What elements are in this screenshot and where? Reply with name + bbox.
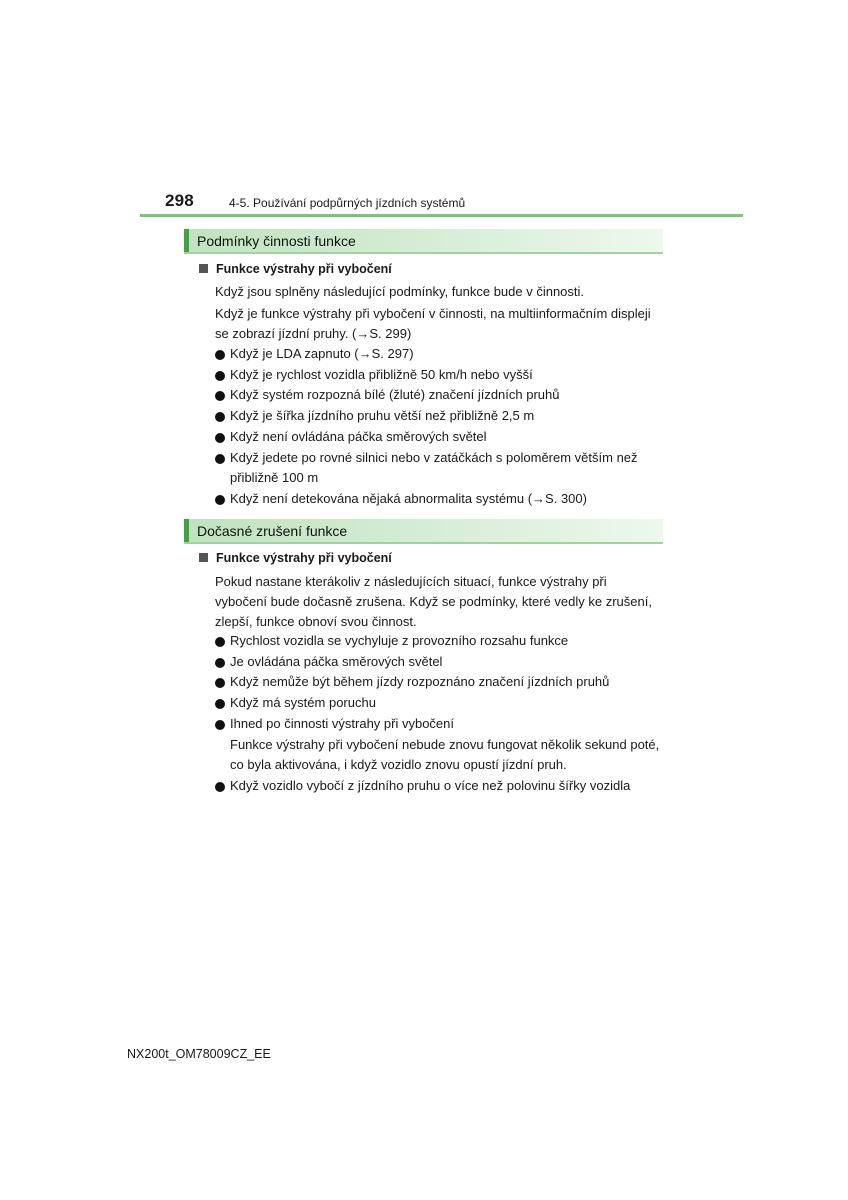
list-item-text: Když systém rozpozná bílé (žluté) značení jízdních pruhů: [230, 387, 560, 403]
list-item: [215, 652, 660, 673]
bullet-dot-icon: [215, 678, 225, 688]
bullet-dot-icon: [215, 391, 225, 401]
list-item: [215, 489, 660, 510]
subheading-text: Funkce výstrahy při vybočení: [216, 551, 392, 565]
list-item: [215, 448, 660, 489]
list-item-text: Když jedete po rovné silnici nebo v zatáčkách s poloměrem větším než přibližně 100 m: [230, 449, 638, 486]
bullet-dot-icon: [215, 371, 225, 381]
chapter-title: 4-5. Používání podpůrných jízdních systémů: [229, 196, 466, 210]
list-item: [215, 406, 660, 427]
list-item-text: Když je LDA zapnuto (→S. 297): [230, 346, 414, 361]
list-item: [215, 365, 660, 386]
list-item-text: Když je rychlost vozidla přibližně 50 km/h nebo vyšší: [230, 366, 533, 382]
paragraph: Když je funkce výstrahy při vybočení v činnosti, na multiinformačním displeji se zobrazí jízdní pruhy. (→S. 299): [215, 306, 651, 341]
bullet-dot-icon: [215, 433, 225, 443]
subheading-lane-departure-alert: [199, 551, 392, 565]
bullet-dot-icon: [215, 782, 225, 792]
list-item: [215, 776, 660, 797]
bullet-dot-icon: [215, 412, 225, 422]
list-item: [215, 385, 660, 406]
list-item-note: Funkce výstrahy při vybočení nebude znovu fungovat několik sekund poté, co byla aktivována, i když vozidlo znovu opustí jízdní pruh.: [230, 736, 660, 773]
subheading-text: Funkce výstrahy při vybočení: [216, 262, 392, 276]
section-heading-temporary-cancel: [184, 519, 663, 544]
list-item-text: Rychlost vozidla se vychyluje z provozního rozsahu funkce: [230, 633, 569, 648]
square-bullet-icon: [199, 264, 208, 273]
header-rule: [140, 214, 743, 217]
list-item: [215, 672, 660, 693]
section-heading-text: Podmínky činnosti funkce: [197, 233, 356, 249]
bullet-dot-icon: [215, 658, 225, 668]
list-item-text: Když nemůže být během jízdy rozpoznáno značení jízdních pruhů: [230, 674, 610, 690]
list-item: [215, 714, 660, 776]
section-heading-conditions: [184, 229, 663, 254]
bullet-dot-icon: [215, 495, 225, 505]
list-item-text: Když je šířka jízdního pruhu větší než přibližně 2,5 m: [230, 408, 535, 424]
paragraph: Pokud nastane kterákoliv z následujících situací, funkce výstrahy při vybočení bude dočasně zrušena. Když se podmínky, které vedly ke zrušení, zlepší, funkce obnoví svou činnost.: [215, 574, 652, 629]
conditions-list: [215, 344, 660, 510]
subheading-lane-departure-alert: [199, 262, 392, 276]
section-heading-text: Dočasné zrušení funkce: [197, 523, 348, 539]
document-code: NX200t_OM78009CZ_EE: [127, 1047, 271, 1061]
square-bullet-icon: [199, 553, 208, 562]
bullet-dot-icon: [215, 350, 225, 360]
list-item: [215, 631, 660, 652]
list-item-text: Když vozidlo vybočí z jízdního pruhu o více než polovinu šířky vozidla: [230, 777, 631, 793]
list-item: [215, 344, 660, 365]
bullet-dot-icon: [215, 699, 225, 709]
list-item: [215, 693, 660, 714]
paragraph: Když jsou splněny následující podmínky, funkce bude v činnosti.: [215, 284, 585, 299]
list-item-text: Když není detekována nějaká abnormalita systému (→S. 300): [230, 490, 587, 506]
bullet-dot-icon: [215, 637, 225, 647]
page-number: 298: [165, 191, 194, 210]
list-item-text: Ihned po činnosti výstrahy při vybočení: [230, 715, 455, 731]
list-item-text: Když má systém poruchu: [230, 695, 376, 711]
list-item-text: Je ovládána páčka směrových světel: [230, 653, 443, 669]
list-item-text: Když není ovládána páčka směrových světel: [230, 428, 487, 444]
list-item: [215, 427, 660, 448]
bullet-dot-icon: [215, 454, 225, 464]
bullet-dot-icon: [215, 720, 225, 730]
cancel-conditions-list: [215, 631, 660, 797]
